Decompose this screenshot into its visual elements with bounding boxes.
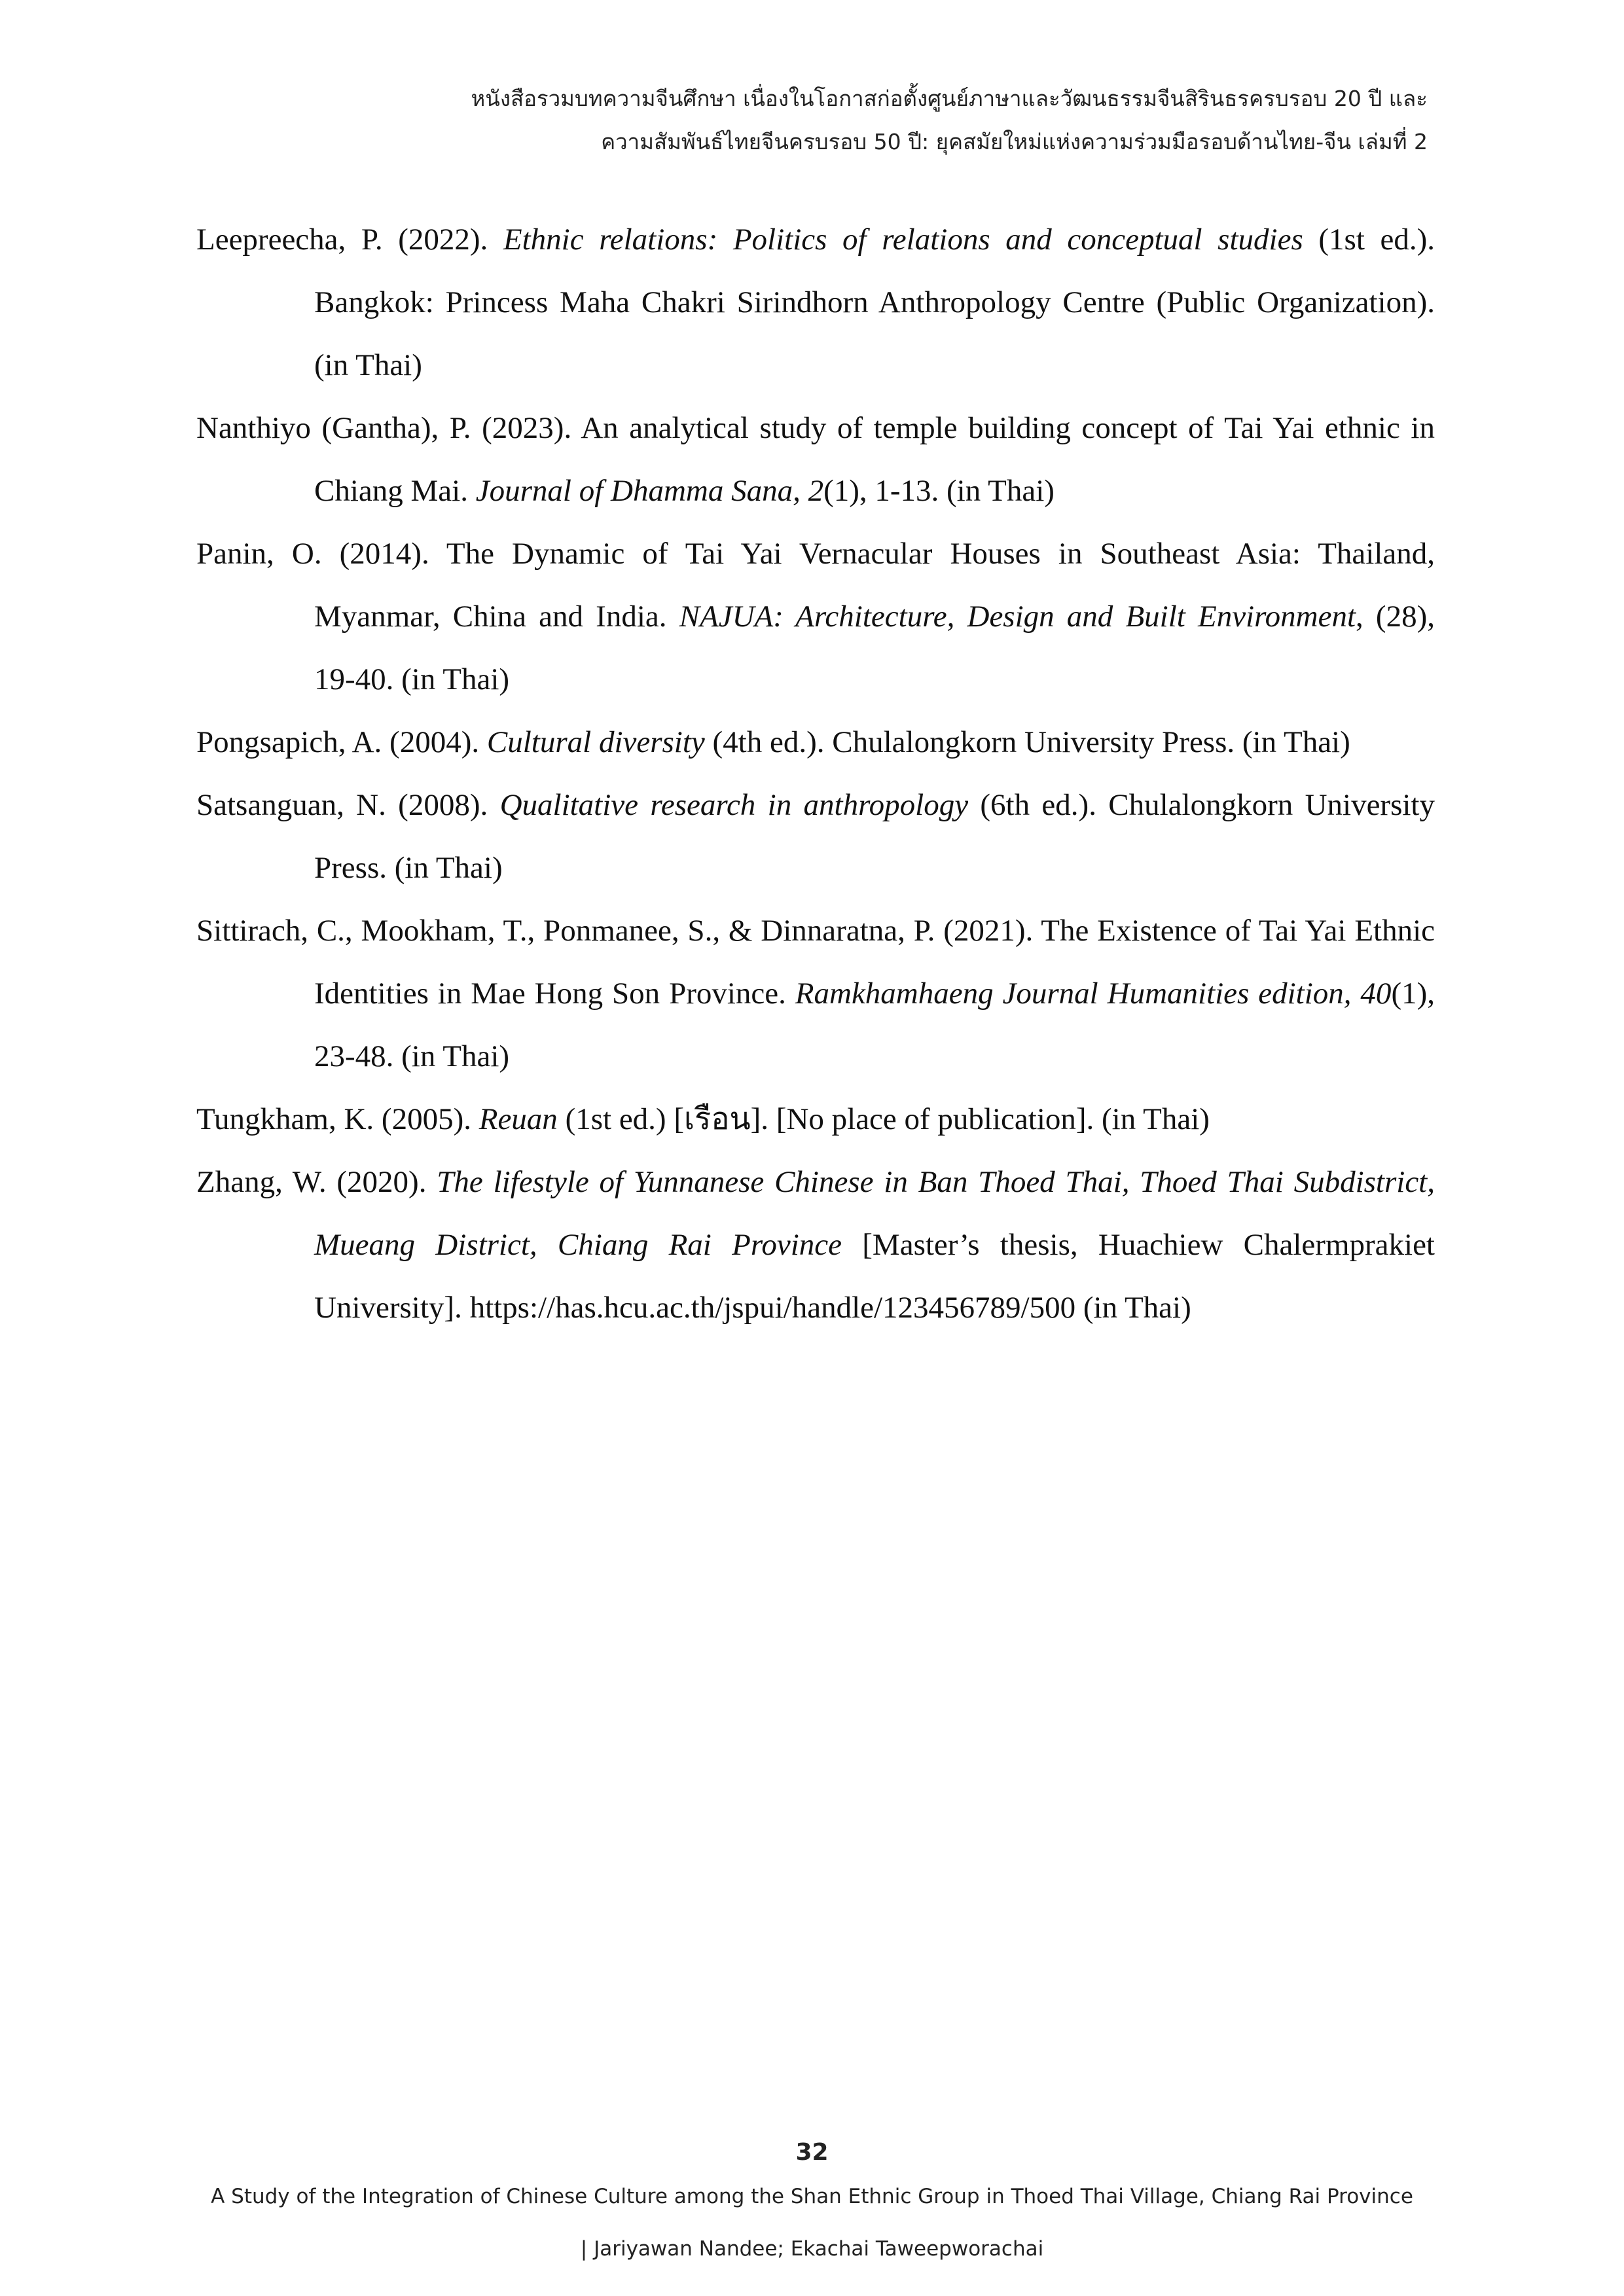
reference-text: , (28), 19-40. (in Thai) (314, 600, 1435, 696)
reference-entry (196, 522, 1435, 711)
reference-text: Tungkham, K. (2005). (196, 1102, 479, 1136)
reference-entry (196, 1151, 1435, 1339)
reference-title: NAJUA: Architecture, Design and Built Environment (679, 600, 1356, 634)
reference-text: [Master’s thesis, Huachiew Chalermprakiet University]. https://has.hcu.ac.th/jspui/handle/123456789/500 (in Thai) (314, 1228, 1435, 1325)
reference-text: Panin, O. (2014). The Dynamic of Tai Yai Vernacular Houses in Southeast Asia: Thailand, Myanmar, China and India. (196, 537, 1435, 634)
reference-text: Zhang, W. (2020). (196, 1165, 437, 1199)
reference-title: Ethnic relations: Politics of relations and conceptual studies (503, 223, 1303, 257)
reference-title: Cultural diversity (486, 725, 705, 759)
reference-list (196, 208, 1435, 1339)
reference-entry (196, 899, 1435, 1088)
reference-text: (1), 23-48. (in Thai) (314, 977, 1435, 1073)
header-line-1: หนังสือรวมบทความจีนศึกษา เนื่องในโอกาสก่อตั้งศูนย์ภาษาและวัฒนธรรมจีนสิรินธรครบรอบ 20 ปี และ (471, 86, 1428, 111)
reference-text: (1st ed.). Bangkok: Princess Maha Chakri Sirindhorn Anthropology Centre (Public Organization). (in Thai) (314, 223, 1435, 382)
reference-title: Qualitative research in anthropology (499, 788, 969, 822)
reference-text: (1), 1-13. (in Thai) (823, 474, 1055, 508)
reference-text: (1st ed.) [เรือน]. [No place of publication]. (in Thai) (557, 1102, 1210, 1136)
footer-title: A Study of the Integration of Chinese Culture among the Shan Ethnic Group in Thoed Thai Village, Chiang Rai Province (211, 2185, 1413, 2208)
reference-text: Pongsapich, A. (2004). (196, 725, 487, 759)
reference-entry (196, 711, 1435, 774)
reference-entry (196, 1088, 1435, 1151)
reference-entry (196, 208, 1435, 397)
running-header (184, 77, 1428, 164)
reference-text: Sittirach, C., Mookham, T., Ponmanee, S., & Dinnaratna, P. (2021). The Existence of Tai Yai Ethnic Identities in Mae Hong Son Province. (196, 914, 1435, 1011)
reference-entry (196, 397, 1435, 522)
reference-entry (196, 774, 1435, 899)
page-number: 32 (795, 2139, 829, 2166)
header-line-2: ความสัมพันธ์ไทยจีนครบรอบ 50 ปี: ยุคสมัยใหม่แห่งความร่วมมือรอบด้านไทย-จีน เล่มที่ 2 (601, 129, 1428, 154)
reference-text: (4th ed.). Chulalongkorn University Press. (in Thai) (704, 725, 1350, 759)
reference-text: Leepreecha, P. (2022). (196, 223, 503, 257)
reference-title: The lifestyle of Yunnanese Chinese in Ban Thoed Thai, Thoed Thai Subdistrict, Mueang District, Chiang Rai Province (314, 1165, 1435, 1262)
reference-text: (6th ed.). Chulalongkorn University Press. (in Thai) (314, 788, 1435, 885)
reference-title: Journal of Dhamma Sana, 2 (475, 474, 824, 508)
reference-text: Nanthiyo (Gantha), P. (2023). An analytical study of temple building concept of Tai Yai ethnic in Chiang Mai. (196, 411, 1435, 508)
reference-text: Satsanguan, N. (2008). (196, 788, 500, 822)
footer-authors: | Jariyawan Nandee; Ekachai Taweepworachai (580, 2237, 1044, 2261)
reference-title: Reuan (478, 1102, 558, 1136)
reference-title: Ramkhamhaeng Journal Humanities edition, 40 (795, 977, 1392, 1011)
